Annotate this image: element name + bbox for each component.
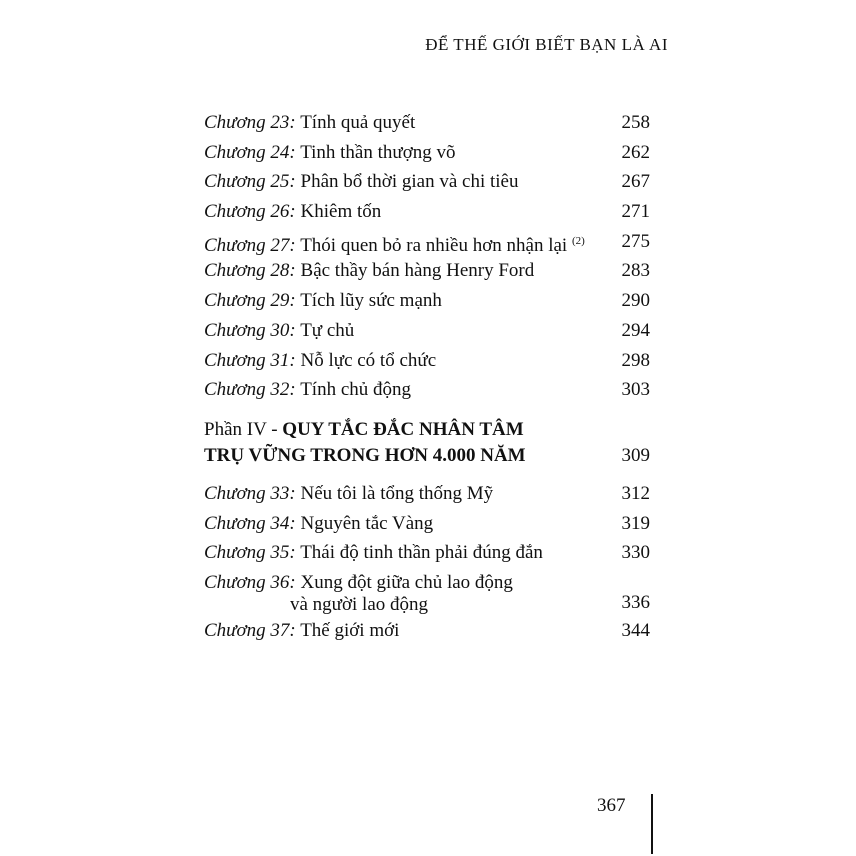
chapter-number: Chương 28: [204, 260, 296, 282]
chapter-number: Chương 37: [204, 619, 296, 641]
chapter-title: Thái độ tinh thần phải đúng đắn [300, 542, 543, 564]
page-number: 294 [621, 319, 650, 341]
chapter-title-continued: và người lao động [290, 593, 429, 615]
toc-entry-23 [204, 108, 650, 138]
chapter-title: Phân bổ thời gian và chi tiêu [300, 171, 519, 193]
chapter-title: Tinh thần thượng võ [300, 141, 456, 163]
folio-rule [651, 794, 653, 854]
table-of-contents [204, 108, 650, 646]
toc-entry-33 [204, 479, 650, 509]
toc-entry-37 [204, 616, 650, 646]
part-title-line1: QUY TẮC ĐẮC NHÂN TÂM [282, 418, 524, 440]
chapter-number: Chương 29: [204, 290, 296, 312]
page-number: 262 [621, 141, 650, 163]
chapter-title: Thói quen bỏ ra nhiều hơn nhận lại [300, 234, 568, 256]
page-number: 336 [621, 591, 650, 613]
toc-entry-26 [204, 197, 650, 227]
page-number: 298 [621, 349, 650, 371]
chapter-number: Chương 33: [204, 482, 296, 504]
part-prefix: Phần IV - [204, 418, 283, 440]
page-number: 309 [621, 444, 650, 466]
toc-entry-28 [204, 256, 650, 286]
toc-entry-30 [204, 316, 650, 346]
page-number: 258 [621, 112, 650, 133]
page-number: 275 [621, 230, 650, 252]
page-number: 283 [621, 260, 650, 282]
chapter-number: Chương 25: [204, 171, 296, 193]
page-number: 290 [621, 290, 650, 312]
toc-entry-32 [204, 375, 650, 405]
folio-page-number: 367 [597, 795, 626, 816]
chapter-number: Chương 30: [204, 319, 296, 341]
toc-entry-25 [204, 167, 650, 197]
part-heading [204, 417, 650, 469]
page-number: 303 [621, 379, 650, 401]
chapter-number: Chương 35: [204, 542, 296, 564]
chapter-title: Bậc thầy bán hàng Henry Ford [300, 260, 535, 282]
chapter-number: Chương 24: [204, 141, 296, 163]
page-number: 319 [621, 512, 650, 534]
page-number: 312 [621, 482, 650, 504]
page-number: 330 [621, 542, 650, 564]
page-number: 267 [621, 171, 650, 193]
toc-entry-24 [204, 138, 650, 168]
chapter-number: Chương 34: [204, 512, 296, 534]
toc-entry-35 [204, 538, 650, 568]
toc-entry-27 [204, 227, 650, 257]
chapter-number: Chương 36: [204, 571, 296, 593]
part-title-line2: TRỤ VỮNG TRONG HƠN 4.000 NĂM [204, 444, 526, 466]
chapter-title: Khiêm tốn [300, 201, 382, 223]
chapter-number: Chương 31: [204, 349, 296, 371]
chapter-number: Chương 32: [204, 379, 296, 401]
chapter-title: Tính chủ động [300, 379, 412, 401]
running-header: ĐỂ THẾ GIỚI BIẾT BẠN LÀ AI [425, 35, 668, 54]
chapter-title: Nguyên tắc Vàng [300, 512, 434, 534]
chapter-title: Xung đột giữa chủ lao động [300, 571, 513, 593]
chapter-title: Tích lũy sức mạnh [300, 290, 442, 312]
page-number: 271 [621, 201, 650, 223]
page-number: 344 [621, 619, 650, 641]
chapter-title: Tự chủ [300, 319, 355, 341]
chapter-title: Thế giới mới [300, 619, 400, 641]
chapter-number: Chương 26: [204, 201, 296, 223]
toc-entry-31 [204, 346, 650, 376]
toc-entry-36 [204, 568, 650, 616]
chapter-title: Tính quả quyết [300, 112, 416, 133]
toc-entry-34 [204, 509, 650, 539]
footnote-marker: (2) [571, 234, 585, 247]
chapter-title: Nỗ lực có tổ chức [300, 349, 437, 371]
chapter-number: Chương 23: [204, 112, 296, 133]
chapter-number: Chương 27: [204, 234, 296, 256]
toc-entry-29 [204, 286, 650, 316]
chapter-title: Nếu tôi là tổng thống Mỹ [300, 482, 494, 504]
